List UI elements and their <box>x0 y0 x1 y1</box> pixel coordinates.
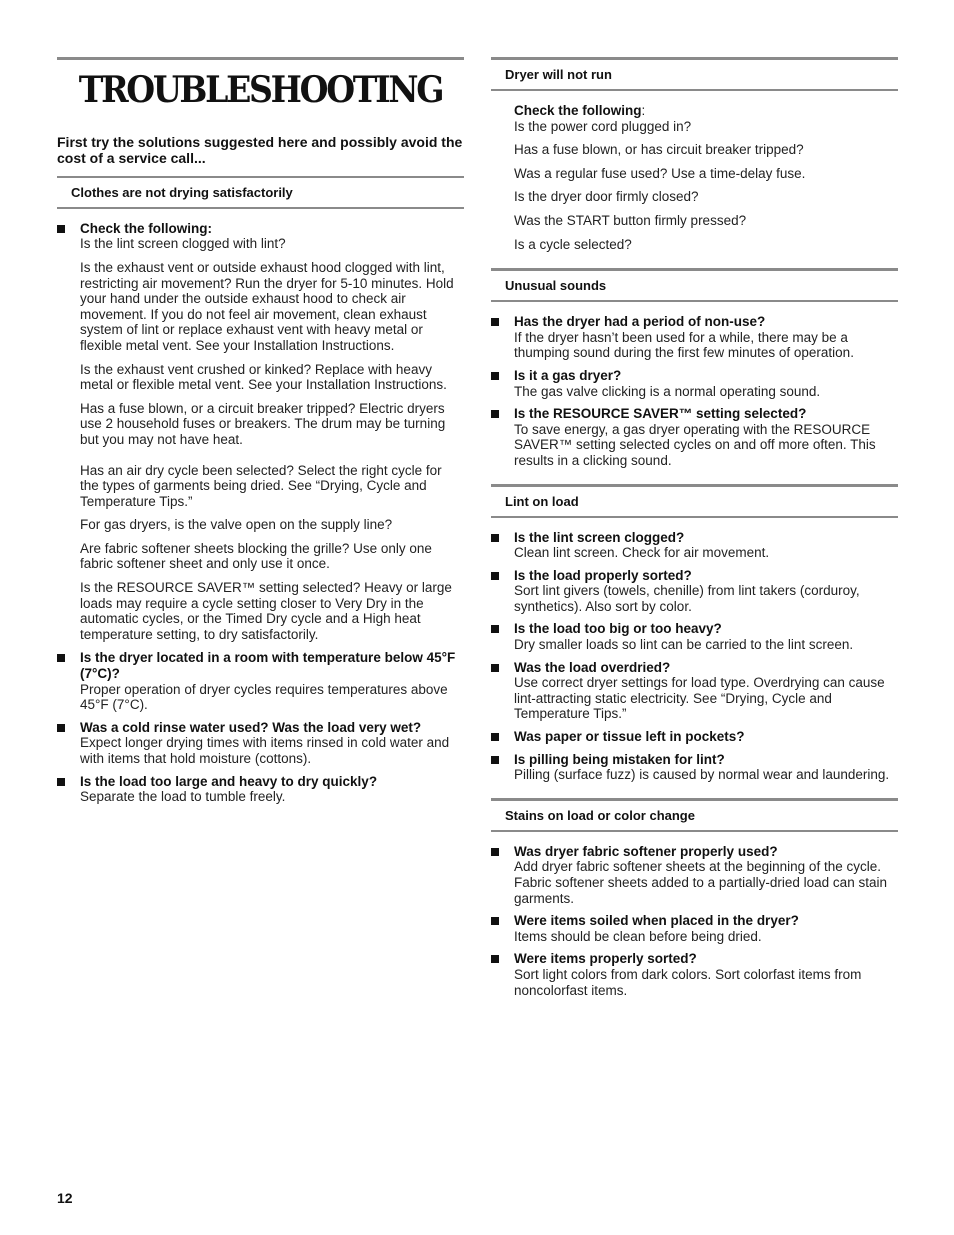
square-bullet-icon <box>57 654 65 662</box>
section-heading-dryer-will-not-run: Dryer will not run <box>491 57 898 91</box>
section-unusual-sounds <box>491 302 898 483</box>
square-bullet-icon <box>491 318 499 326</box>
paragraph: Is the exhaust vent or outside exhaust hood clogged with lint, restricting air movement? Run the dryer for 5-10 minutes. Hold your hand under the outside exhaust hood to check air movement. If you do not feel air movement, clean exhaust system of lint or replace exhaust vent with heavy metal or flexible metal vent. See your Installation Instructions. <box>80 259 454 353</box>
list-item <box>491 844 898 906</box>
square-bullet-icon <box>57 778 65 786</box>
check-line: Is the dryer door firmly closed? <box>514 189 699 205</box>
answer: Clean lint screen. Check for air movement. <box>514 545 770 561</box>
left-column <box>57 57 464 820</box>
check-line: Has a fuse blown, or has circuit breaker tripped? <box>514 142 804 158</box>
paragraph: Has an air dry cycle been selected? Select the right cycle for the types of garments being dried. See “Drying, Cycle and Temperature Tips.” <box>80 462 442 509</box>
list-item <box>491 406 898 468</box>
square-bullet-icon <box>491 848 499 856</box>
list-item <box>57 774 464 805</box>
check-label-row <box>514 103 898 119</box>
answer: Is the lint screen clogged with lint? <box>80 236 286 252</box>
square-bullet-icon <box>491 917 499 925</box>
list-item <box>491 568 898 615</box>
question: Is the lint screen clogged? <box>514 529 685 545</box>
paragraph: Are fabric softener sheets blocking the grille? Use only one fabric softener sheet and only use it once. <box>80 540 432 572</box>
question: Was paper or tissue left in pockets? <box>514 729 745 745</box>
paragraph: Is the exhaust vent crushed or kinked? Replace with heavy metal or flexible metal vent. See your Installation Instructions. <box>80 361 447 393</box>
check-line: Was a regular fuse used? Use a time-delay fuse. <box>514 165 806 181</box>
list-item <box>491 368 898 399</box>
question: Is the RESOURCE SAVER™ setting selected? <box>514 406 807 422</box>
list-item <box>491 913 898 944</box>
page-number: 12 <box>57 1190 73 1206</box>
square-bullet-icon <box>491 664 499 672</box>
question: Is the load too large and heavy to dry quickly? <box>80 773 378 789</box>
list-item <box>491 530 898 561</box>
list-item <box>57 221 464 252</box>
list-item <box>57 720 464 767</box>
list-item <box>491 752 898 783</box>
question: Is the load properly sorted? <box>514 567 692 583</box>
colon: : <box>641 103 646 118</box>
square-bullet-icon <box>491 572 499 580</box>
question: Check the following: <box>80 220 213 236</box>
answer: Add dryer fabric softener sheets at the beginning of the cycle. Fabric softener sheets added to a partially-dried load can stain garments. <box>514 859 887 906</box>
answer: Separate the load to tumble freely. <box>80 789 286 805</box>
section-clothes-not-drying <box>57 209 464 820</box>
intro-text: First try the solutions suggested here and possibly avoid the cost of a service call... <box>57 133 463 166</box>
section-lint-on-load <box>491 518 898 798</box>
square-bullet-icon <box>491 733 499 741</box>
answer: To save energy, a gas dryer operating with the RESOURCE SAVER™ setting selected cycles on and off more often. This results in a clicking sound. <box>514 421 876 468</box>
section-heading-unusual-sounds: Unusual sounds <box>491 268 898 302</box>
list-item <box>57 650 464 712</box>
question: Was the load overdried? <box>514 659 671 675</box>
answer: Pilling (surface fuzz) is caused by normal wear and laundering. <box>514 767 890 783</box>
answer: Sort light colors from dark colors. Sort colorfast items from noncolorfast items. <box>514 966 862 998</box>
section-heading-clothes-not-drying: Clothes are not drying satisfactorily <box>57 176 464 209</box>
question: Were items properly sorted? <box>514 951 697 967</box>
page-title: TROUBLESHOOTING <box>78 69 443 111</box>
question: Is the load too big or too heavy? <box>514 621 722 637</box>
paragraph: Has a fuse blown, or a circuit breaker tripped? Electric dryers use 2 household fuses or breakers. The drum may be turning but you may not have heat. <box>80 400 446 447</box>
paragraph: Is the RESOURCE SAVER™ setting selected? Heavy or large loads may require a cycle setting closer to Very Dry in the automatic cycles, or the Timed Dry cycle and a High heat temperature setting, to dry satisfactorily. <box>80 580 452 642</box>
answer: If the dryer hasn’t been used for a while, there may be a thumping sound during the first few minutes of operation. <box>514 329 854 361</box>
check-line: Was the START button firmly pressed? <box>514 212 747 228</box>
paragraph: For gas dryers, is the valve open on the supply line? <box>80 517 393 533</box>
section-stains <box>491 832 898 1013</box>
section-heading-stains: Stains on load or color change <box>491 798 898 832</box>
list-item <box>491 951 898 998</box>
right-column <box>491 57 898 1013</box>
section-dryer-will-not-run <box>491 91 898 268</box>
square-bullet-icon <box>491 410 499 418</box>
question: Is it a gas dryer? <box>514 367 622 383</box>
list-item <box>491 621 898 652</box>
square-bullet-icon <box>491 534 499 542</box>
square-bullet-icon <box>491 625 499 633</box>
check-label: Check the following <box>514 103 642 118</box>
answer: Expect longer drying times with items rinsed in cold water and with items that hold moisture (cottons). <box>80 735 450 767</box>
question: Is pilling being mistaken for lint? <box>514 751 725 767</box>
question: Is the dryer located in a room with temperature below 45°F (7°C)? <box>80 650 456 682</box>
question: Were items soiled when placed in the dryer? <box>514 913 799 929</box>
square-bullet-icon <box>491 756 499 764</box>
list-item <box>491 660 898 722</box>
answer: The gas valve clicking is a normal operating sound. <box>514 383 821 399</box>
answer: Sort lint givers (towels, chenille) from lint takers (corduroy, synthetics). Also sort by color. <box>514 583 860 614</box>
answer: Items should be clean before being dried. <box>514 928 762 944</box>
section-heading-lint-on-load: Lint on load <box>491 484 898 518</box>
answer: Proper operation of dryer cycles requires temperatures above 45°F (7°C). <box>80 681 448 713</box>
list-item <box>491 729 898 745</box>
list-item <box>491 314 898 361</box>
question: Was a cold rinse water used? Was the load very wet? <box>80 719 422 735</box>
square-bullet-icon <box>491 955 499 963</box>
square-bullet-icon <box>57 724 65 732</box>
square-bullet-icon <box>491 372 499 380</box>
question: Was dryer fabric softener properly used? <box>514 843 778 859</box>
square-bullet-icon <box>57 225 65 233</box>
answer: Use correct dryer settings for load type. Overdrying can cause lint-attracting static electricity. See “Drying, Cycle and Temperature Tips.” <box>514 675 885 722</box>
answer: Dry smaller loads so lint can be carried to the lint screen. <box>514 637 854 653</box>
check-line: Is a cycle selected? <box>514 236 632 252</box>
check-line: Is the power cord plugged in? <box>514 118 692 134</box>
question: Has the dryer had a period of non-use? <box>514 314 766 330</box>
